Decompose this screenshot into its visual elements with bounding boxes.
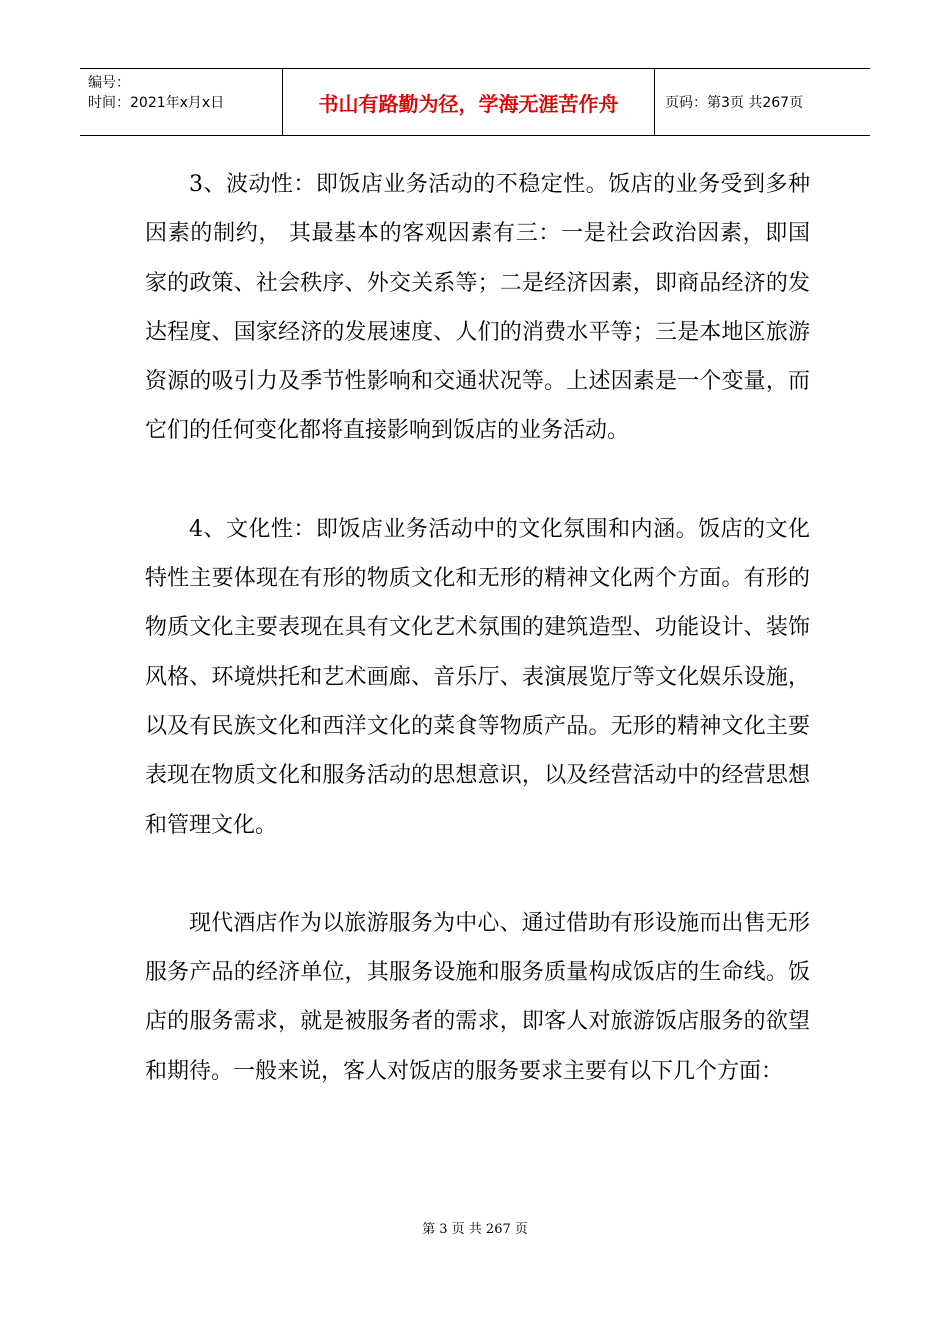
header-motto: 书山有路勤为径，学海无涯苦作舟 [282, 69, 655, 135]
document-body [145, 160, 810, 1096]
header-page-number: 页码：第3页 共267页 [665, 95, 804, 111]
page-header [80, 68, 870, 136]
header-meta [80, 69, 282, 135]
paragraph-culture: 4、文化性：即饭店业务活动中的文化氛围和内涵。饭店的文化特性主要体现在有形的物质文化和无形的精神文化两个方面。有形的物质文化主要表现在具有文化艺术氛围的建筑造型、功能设计、装饰风格、环境烘托和艺术画廊、音乐厅、表演展览厅等文化娱乐设施，以及有民族文化和西洋文化的菜食等物质产品。无形的精神文化主要表现在物质文化和服务活动的思想意识，以及经营活动中的经营思想和管理文化。 [145, 516, 810, 838]
document-date-label: 时间：2021年x月x日 [88, 95, 225, 111]
document-number-label: 编号： [88, 75, 130, 91]
paragraph-volatility: 3、波动性：即饭店业务活动的不稳定性。饭店的业务受到多种因素的制约， 其最基本的客观因素有三：一是社会政治因素，即国家的政策、社会秩序、外交关系等；二是经济因素，即商品经济的发达程度、国家经济的发展速度、人们的消费水平等；三是本地区旅游资源的吸引力及季节性影响和交通状况等。上述因素是一个变量，而它们的任何变化都将直接影响到饭店的业务活动。 [145, 172, 810, 444]
page-footer: 第 3 页 共 267 页 [422, 1222, 528, 1237]
paragraph-service-demand: 现代酒店作为以旅游服务为中心、通过借助有形设施而出售无形服务产品的经济单位，其服务设施和服务质量构成饭店的生命线。饭店的服务需求，就是被服务者的需求，即客人对旅游饭店服务的欲望和期待。一般来说，客人对饭店的服务要求主要有以下几个方面： [145, 910, 810, 1084]
